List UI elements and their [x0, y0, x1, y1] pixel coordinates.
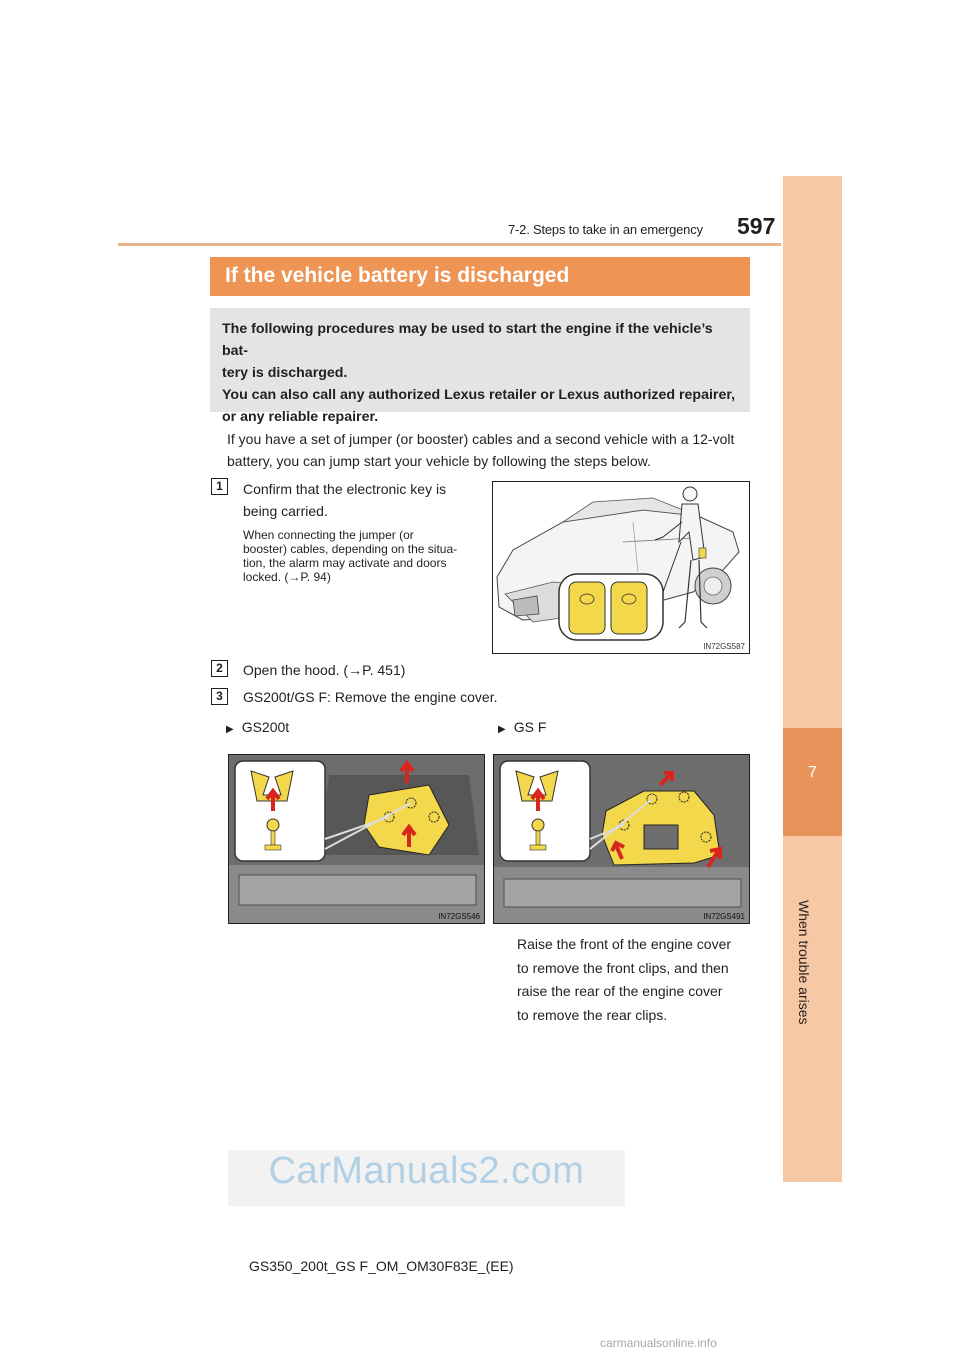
step-1-line: Confirm that the electronic key is [243, 481, 447, 497]
intro-line: tery is discharged. [222, 365, 348, 381]
chapter-tab-marker [783, 728, 842, 836]
step-1-note [243, 528, 483, 584]
figure-engine-gs200t [228, 754, 485, 924]
intro-line: The following procedures may be used to start the engine if the vehicle’s bat- [222, 321, 713, 359]
watermark-link-bottom[interactable]: carmanualsonline.info [600, 1336, 717, 1350]
note-line: locked. (→P. 94) [243, 570, 331, 584]
note-line: When connecting the jumper (or [243, 528, 414, 542]
triangle-bullet-icon: ▶ [498, 724, 506, 735]
chapter-number: 7 [808, 764, 817, 781]
figure-key-check [492, 481, 750, 654]
step-number-3: 3 [211, 688, 228, 705]
section-title: 7-2. Steps to take in an emergency [508, 222, 703, 237]
step-number-1: 1 [211, 478, 228, 495]
page-number: 597 [737, 213, 776, 239]
intro-box [210, 308, 750, 425]
section-heading: If the vehicle battery is discharged [225, 264, 570, 287]
step-3-text: GS200t/GS F: Remove the engine cover. [243, 689, 498, 705]
intro-line: or any reliable repairer. [222, 409, 379, 425]
figure-engine-gsf [493, 754, 750, 924]
step-3-caption [517, 933, 747, 1027]
caption-line: to remove the front clips, and then [517, 959, 729, 976]
figure-code: IN72GS546 [438, 912, 480, 921]
section-heading-bar [210, 257, 750, 296]
lead-paragraph [227, 428, 752, 472]
caption-line: Raise the front of the engine cover [517, 936, 732, 952]
header-rule [118, 243, 781, 246]
watermark-link[interactable]: CarManuals2.com [268, 1150, 585, 1192]
caption-line: to remove the rear clips. [517, 1006, 668, 1023]
intro-line: You can also call any authorized Lexus retailer or Lexus authorized repairer, [222, 387, 736, 403]
lead-line: If you have a set of jumper (or booster) cables and a second vehicle with a 12-volt [227, 431, 735, 447]
note-line: booster) cables, depending on the situa- [243, 542, 458, 556]
variant-label-gs200t: ▶ GS200t [226, 719, 290, 735]
car-illustration [493, 482, 750, 654]
figure-code: IN72GS587 [703, 642, 745, 651]
triangle-bullet-icon: ▶ [226, 724, 234, 735]
engine-illustration [494, 755, 750, 924]
chapter-tab [783, 176, 842, 1182]
step-1-text [243, 478, 483, 522]
variant-label-gsf: ▶ GS F [498, 719, 547, 735]
step-number-2: 2 [211, 660, 228, 677]
step-1-line: being carried. [243, 503, 328, 519]
step-2-text: Open the hood. (→P. 451) [243, 662, 406, 678]
caption-line: raise the rear of the engine cover [517, 983, 723, 999]
chapter-label: When trouble arises [796, 900, 812, 1025]
lead-line: battery, you can jump start your vehicle by following the steps below. [227, 453, 651, 469]
note-line: tion, the alarm may activate and doors [243, 556, 447, 570]
figure-code: IN72GS491 [703, 912, 745, 921]
engine-illustration [229, 755, 485, 924]
footer-code: GS350_200t_GS F_OM_OM30F83E_(EE) [249, 1258, 514, 1274]
